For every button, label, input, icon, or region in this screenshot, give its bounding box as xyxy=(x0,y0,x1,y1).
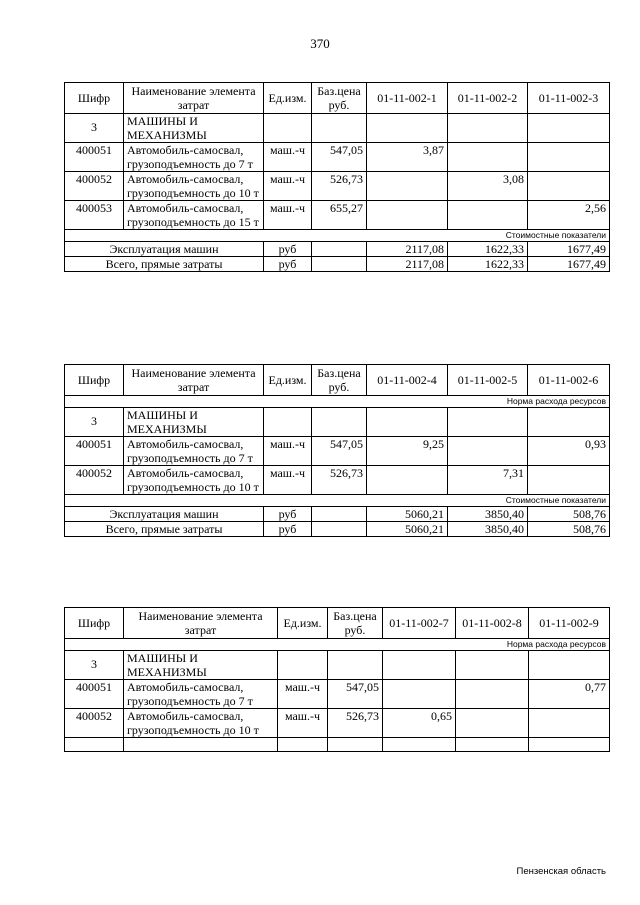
row-value-3: 0,93 xyxy=(528,437,610,466)
row-unit: маш.-ч xyxy=(264,172,312,201)
row-value-1: 3,87 xyxy=(367,143,448,172)
row-value-3 xyxy=(528,466,610,495)
row-price: 655,27 xyxy=(312,201,367,230)
row-value-3: 0,77 xyxy=(529,680,610,709)
header-unit: Ед.изм. xyxy=(264,365,312,396)
section-name: МАШИНЫ И МЕХАНИЗМЫ xyxy=(124,114,264,143)
section-name: МАШИНЫ И МЕХАНИЗМЫ xyxy=(124,408,264,437)
total-label: Эксплуатация машин xyxy=(65,242,264,257)
row-value-2 xyxy=(456,680,529,709)
row-code: 400052 xyxy=(65,172,124,201)
total-value-3: 1677,49 xyxy=(528,257,610,272)
page-number: 370 xyxy=(310,36,330,51)
row-value-2 xyxy=(456,709,529,738)
row-price: 547,05 xyxy=(312,143,367,172)
row-price: 526,73 xyxy=(328,709,383,738)
row-unit: маш.-ч xyxy=(264,201,312,230)
row-name: Автомобиль-самосвал, грузоподъемность до 7 т xyxy=(124,680,278,709)
row-code: 400052 xyxy=(65,709,124,738)
header-col-3: 01-11-002-9 xyxy=(529,608,610,639)
row-value-1 xyxy=(367,201,448,230)
table-row xyxy=(65,437,610,466)
row-value-3: 2,56 xyxy=(528,201,610,230)
row-unit: маш.-ч xyxy=(264,437,312,466)
row-value-2: 3,08 xyxy=(448,172,528,201)
header-unit: Ед.изм. xyxy=(278,608,328,639)
total-value-1: 2117,08 xyxy=(367,242,448,257)
row-name: Автомобиль-самосвал, грузоподъемность до 10 т xyxy=(124,466,264,495)
row-name: Автомобиль-самосвал, грузоподъемность до 15 т xyxy=(124,201,264,230)
cost-note-row xyxy=(65,495,610,507)
total-label: Всего, прямые затраты xyxy=(65,257,264,272)
total-row xyxy=(65,507,610,522)
row-value-2 xyxy=(448,201,528,230)
row-code: 400051 xyxy=(65,143,124,172)
row-name: Автомобиль-самосвал, грузоподъемность до 10 т xyxy=(124,172,264,201)
row-value-1: 0,65 xyxy=(383,709,456,738)
resource-note: Норма расхода ресурсов xyxy=(65,396,610,408)
total-value-2: 1622,33 xyxy=(448,242,528,257)
total-value-3: 508,76 xyxy=(528,507,610,522)
row-value-1 xyxy=(383,680,456,709)
total-row xyxy=(65,242,610,257)
header-col-1: 01-11-002-7 xyxy=(383,608,456,639)
row-unit: маш.-ч xyxy=(264,466,312,495)
estimate-table-1 xyxy=(64,82,610,272)
table-row xyxy=(65,143,610,172)
row-price: 547,05 xyxy=(312,437,367,466)
row-value-3 xyxy=(529,709,610,738)
header-code: Шифр xyxy=(65,83,124,114)
table-row xyxy=(65,201,610,230)
header-row xyxy=(65,83,610,114)
total-value-1: 5060,21 xyxy=(367,507,448,522)
row-unit: маш.-ч xyxy=(278,680,328,709)
row-value-2 xyxy=(448,143,528,172)
section-code: 3 xyxy=(65,114,124,143)
header-col-2: 01-11-002-2 xyxy=(448,83,528,114)
total-row xyxy=(65,522,610,537)
total-value-2: 1622,33 xyxy=(448,257,528,272)
header-col-1: 01-11-002-1 xyxy=(367,83,448,114)
resource-note-row xyxy=(65,396,610,408)
total-value-3: 508,76 xyxy=(528,522,610,537)
header-name: Наименование элемента затрат xyxy=(124,83,264,114)
estimate-table-3 xyxy=(64,607,610,752)
row-name: Автомобиль-самосвал, грузоподъемность до 7 т xyxy=(124,143,264,172)
table-row xyxy=(65,709,610,738)
row-value-3 xyxy=(528,143,610,172)
total-row xyxy=(65,257,610,272)
resource-note: Норма расхода ресурсов xyxy=(65,639,610,651)
header-col-2: 01-11-002-5 xyxy=(448,365,528,396)
total-unit: руб xyxy=(264,507,312,522)
row-value-1: 9,25 xyxy=(367,437,448,466)
header-row xyxy=(65,365,610,396)
header-code: Шифр xyxy=(65,608,124,639)
section-row xyxy=(65,408,610,437)
row-price: 526,73 xyxy=(312,172,367,201)
row-name: Автомобиль-самосвал, грузоподъемность до 7 т xyxy=(124,437,264,466)
section-code: 3 xyxy=(65,651,124,680)
row-value-1 xyxy=(367,466,448,495)
header-name: Наименование элемента затрат xyxy=(124,608,278,639)
estimate-table-2 xyxy=(64,364,610,537)
cost-note: Стоимостные показатели xyxy=(65,495,610,507)
header-price: Баз.цена руб. xyxy=(312,83,367,114)
header-unit: Ед.изм. xyxy=(264,83,312,114)
table-row xyxy=(65,172,610,201)
row-unit: маш.-ч xyxy=(264,143,312,172)
row-value-3 xyxy=(528,172,610,201)
header-price: Баз.цена руб. xyxy=(328,608,383,639)
header-col-1: 01-11-002-4 xyxy=(367,365,448,396)
total-unit: руб xyxy=(264,242,312,257)
total-label: Эксплуатация машин xyxy=(65,507,264,522)
row-code: 400053 xyxy=(65,201,124,230)
footer-region: Пензенская область xyxy=(516,866,606,877)
row-code: 400052 xyxy=(65,466,124,495)
cost-note: Стоимостные показатели xyxy=(65,230,610,242)
header-col-3: 01-11-002-3 xyxy=(528,83,610,114)
header-col-2: 01-11-002-8 xyxy=(456,608,529,639)
total-value-2: 3850,40 xyxy=(448,522,528,537)
table-row xyxy=(65,680,610,709)
row-value-2: 7,31 xyxy=(448,466,528,495)
total-unit: руб xyxy=(264,257,312,272)
table-row xyxy=(65,466,610,495)
row-name: Автомобиль-самосвал, грузоподъемность до 10 т xyxy=(124,709,278,738)
header-name: Наименование элемента затрат xyxy=(124,365,264,396)
total-value-1: 5060,21 xyxy=(367,522,448,537)
row-code: 400051 xyxy=(65,437,124,466)
total-value-3: 1677,49 xyxy=(528,242,610,257)
row-price: 547,05 xyxy=(328,680,383,709)
row-value-2 xyxy=(448,437,528,466)
total-value-1: 2117,08 xyxy=(367,257,448,272)
total-value-2: 3850,40 xyxy=(448,507,528,522)
header-code: Шифр xyxy=(65,365,124,396)
section-name: МАШИНЫ И МЕХАНИЗМЫ xyxy=(124,651,278,680)
row-code: 400051 xyxy=(65,680,124,709)
header-col-3: 01-11-002-6 xyxy=(528,365,610,396)
section-code: 3 xyxy=(65,408,124,437)
header-price: Баз.цена руб. xyxy=(312,365,367,396)
row-value-1 xyxy=(367,172,448,201)
section-row xyxy=(65,114,610,143)
total-label: Всего, прямые затраты xyxy=(65,522,264,537)
blank-row xyxy=(65,738,610,752)
header-row xyxy=(65,608,610,639)
resource-note-row xyxy=(65,639,610,651)
row-price: 526,73 xyxy=(312,466,367,495)
total-unit: руб xyxy=(264,522,312,537)
cost-note-row xyxy=(65,230,610,242)
section-row xyxy=(65,651,610,680)
row-unit: маш.-ч xyxy=(278,709,328,738)
